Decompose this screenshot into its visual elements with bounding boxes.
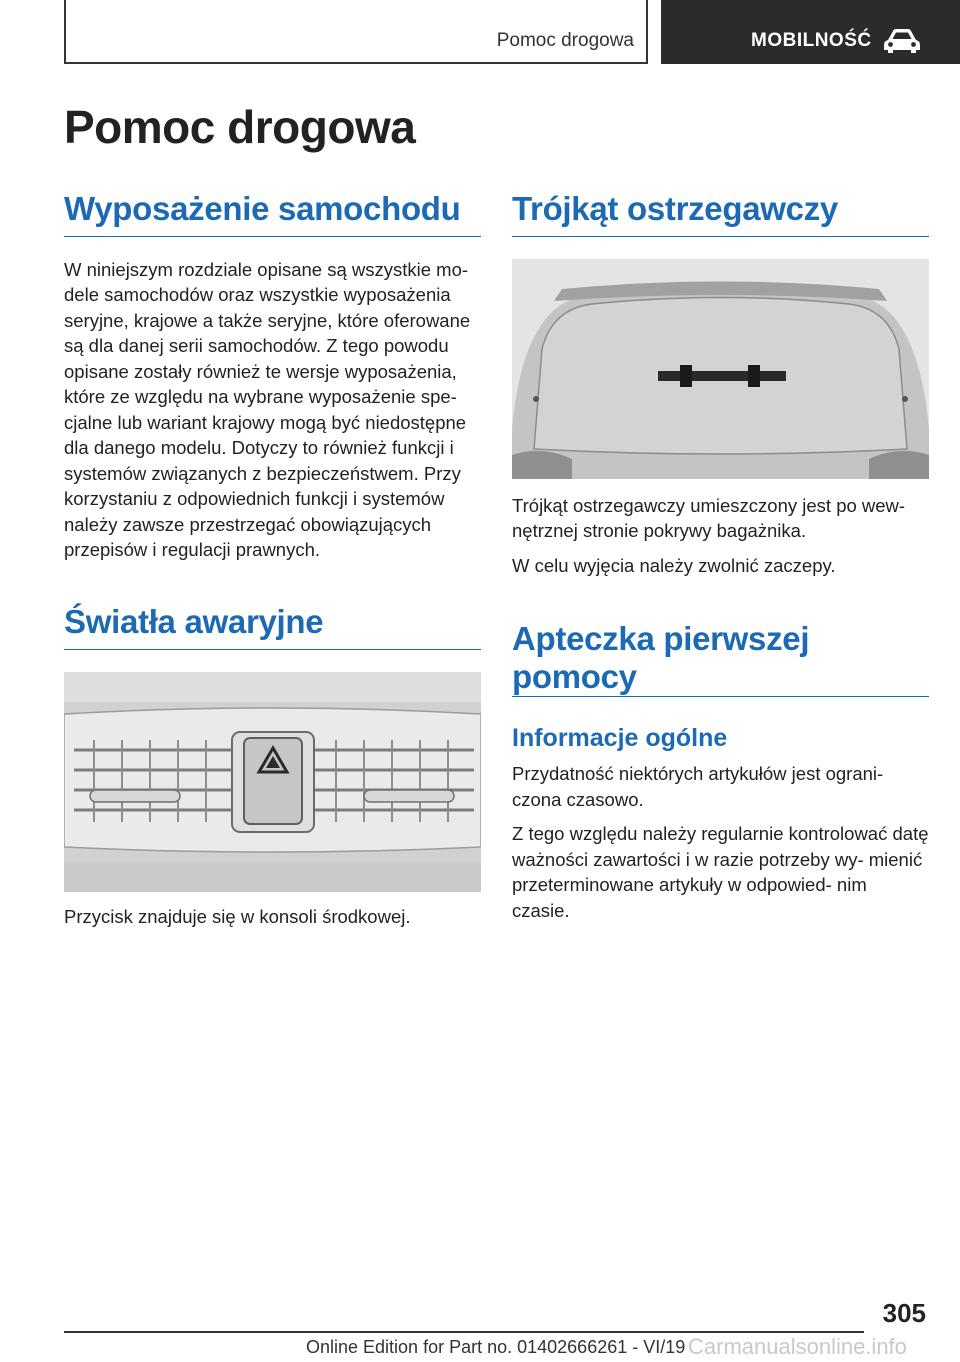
first-aid-heading-rule	[512, 696, 929, 697]
page-number: 305	[882, 1298, 926, 1328]
warning-triangle-image	[512, 259, 929, 479]
equipment-paragraph: W niniejszym rozdziale opisane są wszystkie mo- dele samochodów oraz wszystkie wyposażenia seryjne, krajowe a także seryjne, które oferowane są dla danej serii samochodów. Z tego powodu opisane zostały również te wersje wyposażenia, które ze względu na wybrane wyposażenie spe- cjalne lub wariant krajowy mogą być niedostępne dla danego modelu. Dotyczy to również funkcji i systemów związanych z bezpieczeństwem. Przy korzystaniu z odpowiednich funkcji i systemów należy zawsze przestrzegać obowiązujących przepisów i regulacji prawnych.	[64, 258, 471, 561]
section-heading-hazard-lights: Światła awaryjne	[64, 603, 481, 650]
hazard-button-image	[64, 672, 481, 892]
car-icon	[883, 28, 921, 54]
section-heading-first-aid: Apteczka pierwszej pomocy	[512, 620, 810, 696]
hazard-lights-caption: Przycisk znajduje się w konsoli środkowej.	[64, 905, 411, 927]
header-section-box	[64, 0, 648, 64]
footer-edition-text: Online Edition for Part no. 01402666261 - VI/19	[306, 1337, 686, 1357]
warning-triangle-caption-1: Trójkąt ostrzegawczy umieszczony jest po wew- nętrznej stronie pokrywy bagażnika.	[512, 494, 906, 542]
warning-triangle-caption-2: W celu wyjęcia należy zwolnić zaczepy.	[512, 554, 836, 576]
section-heading-equipment: Wyposażenie samochodu	[64, 190, 481, 237]
header-section-title: Pomoc drogowa	[496, 30, 634, 51]
right-column	[512, 190, 929, 923]
first-aid-paragraph-2: Z tego względu należy regularnie kontrolować datę ważności zawartości i w razie potrzeby wy- mienić przeterminowane artykuły w odpowied- nim czasie.	[512, 823, 929, 921]
page-title: Pomoc drogowa	[64, 101, 416, 153]
section-heading-warning-triangle: Trójkąt ostrzegawczy	[512, 190, 929, 237]
footer-rule	[64, 1331, 864, 1333]
general-info-subheading: Informacje ogólne	[512, 724, 728, 753]
watermark-text: Carmanualsonline.info	[688, 1334, 907, 1359]
first-aid-paragraph-1: Przydatność niektórych artykułów jest ograni- czona czasowo.	[512, 763, 884, 810]
header-chapter-title: MOBILNOŚĆ	[751, 30, 872, 51]
left-column	[64, 190, 481, 929]
header-chapter-box	[661, 0, 960, 64]
